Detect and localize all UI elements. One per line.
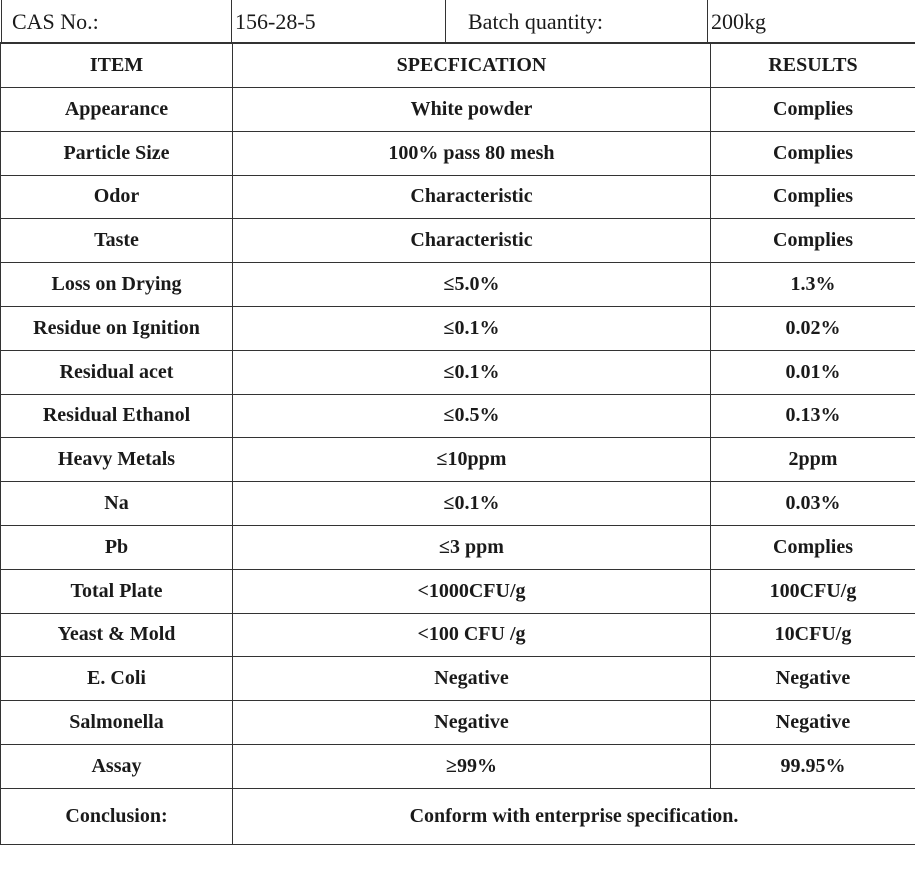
cell-result: 0.13% bbox=[711, 394, 915, 438]
table-row bbox=[1, 657, 915, 701]
conclusion-value: Conform with enterprise specification. bbox=[233, 788, 915, 844]
cell-item: Appearance bbox=[1, 88, 233, 132]
cell-specification: ≤5.0% bbox=[233, 263, 711, 307]
cas-value: 156-28-5 bbox=[235, 9, 316, 34]
cell-specification: ≤0.1% bbox=[233, 350, 711, 394]
table-row bbox=[1, 350, 915, 394]
cell-specification: <100 CFU /g bbox=[233, 613, 711, 657]
cell-item: Assay bbox=[1, 744, 233, 788]
table-row bbox=[1, 744, 915, 788]
cell-item: Residue on Ignition bbox=[1, 306, 233, 350]
cell-item: Residual Ethanol bbox=[1, 394, 233, 438]
header-divider bbox=[707, 0, 708, 42]
cell-specification: ≤3 ppm bbox=[233, 525, 711, 569]
conclusion-label: Conclusion: bbox=[1, 788, 233, 844]
cell-specification: Negative bbox=[233, 701, 711, 745]
cell-result: Complies bbox=[711, 525, 915, 569]
cell-specification: White powder bbox=[233, 88, 711, 132]
cell-specification: ≤0.1% bbox=[233, 306, 711, 350]
cell-item: Odor bbox=[1, 175, 233, 219]
table-header-row bbox=[1, 43, 915, 88]
cell-item: Heavy Metals bbox=[1, 438, 233, 482]
cell-item: Residual acet bbox=[1, 350, 233, 394]
cell-specification: ≤10ppm bbox=[233, 438, 711, 482]
column-header-specification: SPECFICATION bbox=[233, 43, 711, 88]
cell-item: Loss on Drying bbox=[1, 263, 233, 307]
cell-result: 99.95% bbox=[711, 744, 915, 788]
cell-specification: 100% pass 80 mesh bbox=[233, 131, 711, 175]
table-row bbox=[1, 438, 915, 482]
cell-specification: Negative bbox=[233, 657, 711, 701]
cell-result: 0.02% bbox=[711, 306, 915, 350]
cell-result: 0.03% bbox=[711, 482, 915, 526]
cell-result: Complies bbox=[711, 88, 915, 132]
cell-result: Negative bbox=[711, 657, 915, 701]
cell-result: 0.01% bbox=[711, 350, 915, 394]
header-divider bbox=[1, 0, 2, 42]
table-row bbox=[1, 219, 915, 263]
cell-result: 1.3% bbox=[711, 263, 915, 307]
table-row bbox=[1, 394, 915, 438]
batch-quantity-label: Batch quantity: bbox=[468, 9, 604, 34]
cell-specification: ≤0.5% bbox=[233, 394, 711, 438]
header-divider bbox=[231, 0, 232, 42]
table-row bbox=[1, 175, 915, 219]
cell-specification: Characteristic bbox=[233, 219, 711, 263]
cell-item: Na bbox=[1, 482, 233, 526]
cell-specification: <1000CFU/g bbox=[233, 569, 711, 613]
cell-result: Complies bbox=[711, 175, 915, 219]
cell-item: Salmonella bbox=[1, 701, 233, 745]
header-info-row bbox=[0, 0, 915, 44]
table-row bbox=[1, 263, 915, 307]
cell-result: Complies bbox=[711, 131, 915, 175]
cell-result: Negative bbox=[711, 701, 915, 745]
table-row bbox=[1, 613, 915, 657]
table-row bbox=[1, 131, 915, 175]
header-divider bbox=[445, 0, 446, 42]
table-row bbox=[1, 525, 915, 569]
specification-table bbox=[0, 42, 915, 845]
cell-result: 10CFU/g bbox=[711, 613, 915, 657]
cell-specification: ≤0.1% bbox=[233, 482, 711, 526]
cell-result: 100CFU/g bbox=[711, 569, 915, 613]
column-header-item: ITEM bbox=[1, 43, 233, 88]
cell-specification: Characteristic bbox=[233, 175, 711, 219]
table-row bbox=[1, 88, 915, 132]
cell-specification: ≥99% bbox=[233, 744, 711, 788]
cell-result: 2ppm bbox=[711, 438, 915, 482]
cas-label: CAS No.: bbox=[12, 9, 99, 34]
column-header-results: RESULTS bbox=[711, 43, 915, 88]
batch-quantity-value: 200kg bbox=[711, 9, 766, 34]
cell-item: Total Plate bbox=[1, 569, 233, 613]
cell-item: Particle Size bbox=[1, 131, 233, 175]
cell-item: Yeast & Mold bbox=[1, 613, 233, 657]
table-row bbox=[1, 306, 915, 350]
table-row bbox=[1, 701, 915, 745]
table-row bbox=[1, 569, 915, 613]
table-row bbox=[1, 482, 915, 526]
cell-result: Complies bbox=[711, 219, 915, 263]
cell-item: Pb bbox=[1, 525, 233, 569]
cell-item: E. Coli bbox=[1, 657, 233, 701]
conclusion-row bbox=[1, 788, 915, 844]
cell-item: Taste bbox=[1, 219, 233, 263]
